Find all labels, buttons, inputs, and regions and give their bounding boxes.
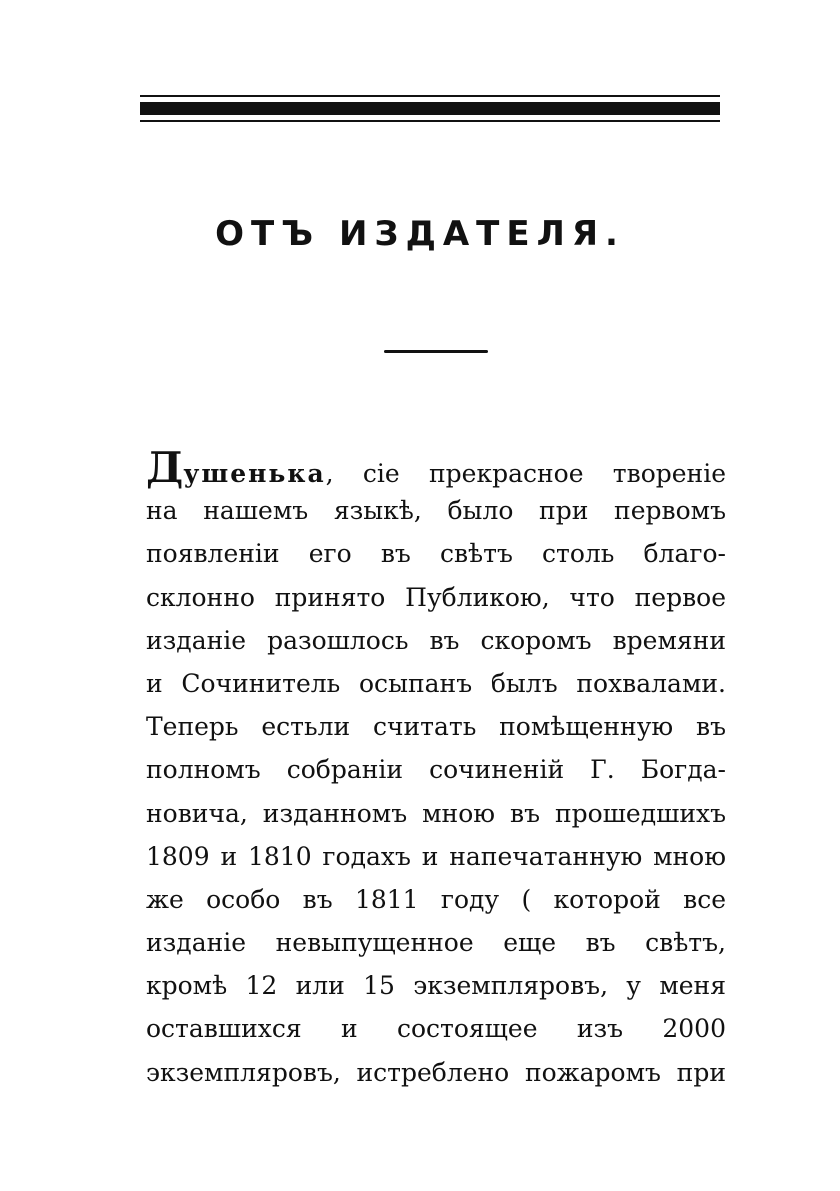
paragraph-line: кромѣ 12 или 15 экземпляровъ, у меня bbox=[146, 971, 726, 1001]
first-word: ушенька bbox=[183, 459, 326, 488]
ornamental-header-rule bbox=[140, 95, 720, 127]
paragraph-line: полномъ собраніи сочиненій Г. Богда- bbox=[146, 755, 726, 785]
paragraph-line: 1809 и 1810 годахъ и напечатанную мною bbox=[146, 841, 726, 871]
paragraph bbox=[146, 443, 726, 1094]
paragraph-line-1 bbox=[146, 443, 726, 492]
heading-divider bbox=[384, 350, 488, 353]
paragraph-line: же особо въ 1811 году ( которой все bbox=[146, 884, 726, 914]
paragraph-line: изданіе разошлось въ скоромъ времяни bbox=[146, 625, 726, 655]
paragraph-line: изданіе невыпущенное еще въ свѣтъ, bbox=[146, 928, 726, 958]
drop-cap: Д bbox=[146, 443, 184, 492]
paragraph-line: экземпляровъ, истреблено пожаромъ при bbox=[146, 1057, 726, 1087]
paragraph-line: новича, изданномъ мною въ прошедшихъ bbox=[146, 798, 726, 828]
paragraph-line: Теперь естьли считать помѣщенную въ bbox=[146, 712, 726, 742]
rule-thin-top bbox=[140, 95, 720, 97]
page-heading: ОТЪ ИЗДАТЕЛЯ. bbox=[215, 214, 625, 254]
rule-thin-bottom bbox=[140, 120, 720, 122]
paragraph-line: появленіи его въ свѣтъ столь благо- bbox=[146, 539, 726, 569]
paragraph-line: оставшихся и состоящее изъ 2000 bbox=[146, 1014, 726, 1044]
paragraph-line: на нашемъ языкѣ, было при первомъ bbox=[146, 496, 726, 526]
rule-thick bbox=[140, 102, 720, 115]
paragraph-line: склонно принято Публикою, что первое bbox=[146, 582, 726, 612]
first-line-end: е bbox=[711, 459, 726, 488]
paragraph-line: и Сочинитель осыпанъ былъ похвалами. bbox=[146, 668, 726, 698]
first-line-text: , сіе прекрасное творені bbox=[325, 459, 712, 488]
